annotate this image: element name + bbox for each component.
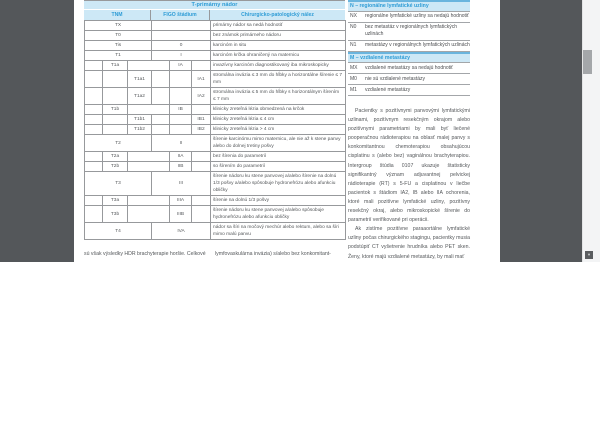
nm-table-row (348, 63, 470, 74)
stage-cell: T3a (103, 196, 128, 206)
spacer-cell (170, 71, 192, 88)
t-table-row (85, 21, 346, 31)
m-table-rows (348, 63, 470, 96)
spacer-cell (152, 71, 170, 88)
t-table-row (85, 152, 346, 162)
n-table-rows (348, 12, 470, 52)
nm-code: N0 (350, 24, 357, 30)
finding-cell: šírenie karcinómu mimo maternicu, ale nie až k stene panvy alebo do dolnej tretiny pošvy (211, 135, 346, 152)
finding-cell: stromálna invázia ≤ 3 mm do hĺbky a horizontálne šírenie ≤ 7 mm (211, 71, 346, 88)
spacer-cell (128, 105, 170, 115)
finding-cell: bez šírenia do parametrií (211, 152, 346, 162)
stage-cell: T2b (103, 162, 128, 172)
m-table-title: M – vzdialené metastázy (348, 52, 470, 64)
finding-cell: so šírením do parametrií (211, 162, 346, 172)
column-header-desc: Chirurgicko-patologický nález (241, 12, 314, 18)
body-paragraphs (348, 107, 470, 262)
stage-cell: IIA (170, 152, 192, 162)
nm-code: N1 (350, 42, 357, 48)
spacer-cell (85, 88, 103, 105)
spacer-cell (85, 162, 103, 172)
finding-cell: primárny nádor sa nedá hodnotiť (211, 21, 346, 31)
finding-cell: bez známok primárneho nádoru (211, 31, 346, 41)
spacer-cell (152, 125, 170, 135)
nm-description: metastázy v regionálnych lymfatických uzlinách (365, 42, 470, 48)
spacer-cell (170, 88, 192, 105)
stage-cell: T1b (103, 105, 128, 115)
nm-table-row (348, 12, 470, 23)
spacer-cell (85, 152, 103, 162)
nm-code: M0 (350, 75, 357, 82)
stage-cell: T1b1 (128, 115, 152, 125)
spacer-cell (152, 115, 170, 125)
spacer-cell (85, 196, 103, 206)
column-header-tnm: TNM (84, 10, 151, 20)
finding-cell: šírenie nádoru ku stene panvovej a/alebo spôsobuje hydronefrózu alebo afunkciu obličky (211, 206, 346, 223)
stage-cell: T1a2 (128, 88, 152, 105)
t-table-grid (84, 20, 346, 240)
spacer-cell (103, 115, 128, 125)
stage-cell: T0 (85, 31, 152, 41)
finding-cell: klinicky zreteľná lézia > 4 cm (211, 125, 346, 135)
nm-code: M1 (350, 86, 357, 93)
stage-cell: I (152, 51, 211, 61)
nm-code: MX (350, 64, 358, 71)
stage-cell: IB (170, 105, 192, 115)
t-table-row (85, 41, 346, 51)
stage-cell: T1b2 (128, 125, 152, 135)
nm-table-row (348, 41, 470, 52)
spacer-cell (85, 61, 103, 71)
spacer-cell (128, 206, 170, 223)
nm-table-row (348, 85, 470, 96)
t-table-row (85, 125, 346, 135)
spacer-cell (152, 88, 170, 105)
t-table-row (85, 31, 346, 41)
spacer-cell (128, 152, 170, 162)
right-column (348, 0, 470, 262)
nm-table-row (348, 74, 470, 85)
spacer-cell (192, 152, 211, 162)
nm-description: vzdialené metastázy sa nedajú hodnotiť (365, 64, 454, 71)
finding-cell: šírenie nádoru ku stene panvovej a/alebo šírenie na dolnú 1/3 pošvy a/alebo spôsobuje hydronefrózu alebo afunkciu obličky (211, 172, 346, 196)
t-table-row (85, 71, 346, 88)
t-table-row (85, 162, 346, 172)
spacer-cell (192, 196, 211, 206)
spacer-cell (103, 71, 128, 88)
scrollbar-track[interactable] (582, 0, 600, 262)
stage-cell: IIB (170, 162, 192, 172)
stage-cell: TX (85, 21, 152, 31)
finding-cell: šírenie na dolnú 1/3 pošvy (211, 196, 346, 206)
spacer-cell (170, 115, 192, 125)
t-table-column-headers (84, 10, 345, 20)
nm-code: NX (350, 13, 357, 19)
stage-cell: T3 (85, 172, 152, 196)
t-table-row (85, 196, 346, 206)
spacer-cell (85, 105, 103, 115)
spacer-cell (85, 115, 103, 125)
t-table-row (85, 51, 346, 61)
paragraph: Pacientky s pozitívnymi panvovými lymfatickými uzlinami, pozitívnym resekčným okrajom alebo pozitívnymi parametriami by mali byť liečené pooperačnou rádioterapiou na oblasť malej panvy s konkomitantnou chemoterapiou obsahujúcou cisplatinu s (alebo bez) vaginálnou brachyterapiou. Intergroup štúdia 0107 ukazuje štatisticky signifikantný význam adjuvantnej pelvickej rádioterapie (RT) s 5-FU a cisplatinou v liečbe pacientok s štádiom IA2, IB alebo IIA ochorenia, ktoré mali pozitívne lymfatické uzliny, pozitívny resekčný okraj, alebo mikroskopické šírenie do parametrií verifikované pri operácii. (348, 108, 470, 224)
stage-cell: IIIB (170, 206, 192, 223)
finding-cell: karcinóm in situ (211, 41, 346, 51)
finding-cell: klinicky zreteľná lézia obmedzená na krčok (211, 105, 346, 115)
finding-cell: klinicky zreteľná lézia ≤ 4 cm (211, 115, 346, 125)
t-table-row (85, 206, 346, 223)
t-table-title: T-primárny nádor (84, 0, 345, 9)
stage-cell: IA1 (192, 71, 211, 88)
stage-cell (152, 31, 211, 41)
stage-cell: Tis (85, 41, 152, 51)
spacer-cell (128, 162, 170, 172)
stage-cell (152, 21, 211, 31)
bottom-text-middle-column: lymfovaskulárna invázia) s/alebo bez konkomitant- (215, 251, 331, 257)
t-table-row (85, 115, 346, 125)
spacer-cell (192, 162, 211, 172)
nm-description: vzdialené metastázy (365, 86, 411, 93)
nm-description: regionálne lymfatické uzliny sa nedajú hodnotiť (365, 13, 469, 19)
finding-cell: stromálna invázia ≤ 5 mm do hĺbky s horizontálnym šírením ≤ 7 mm (211, 88, 346, 105)
scrollbar-thumb[interactable] (583, 50, 592, 74)
stage-cell: III (152, 172, 211, 196)
spacer-cell (103, 88, 128, 105)
t-table-row (85, 105, 346, 115)
t-table-row (85, 172, 346, 196)
spacer-cell (85, 71, 103, 88)
stage-cell: T2a (103, 152, 128, 162)
spacer-cell (192, 61, 211, 71)
nm-description: bez metastáz v regionálnych lymfatických uzlinách (365, 24, 457, 37)
column-header-figo: FIGO štádium (151, 10, 210, 20)
stage-cell: T4 (85, 223, 152, 240)
t-table-row (85, 223, 346, 240)
stage-cell: IVA (152, 223, 211, 240)
spacer-cell (192, 105, 211, 115)
spacer-cell (128, 196, 170, 206)
stage-cell: II (152, 135, 211, 152)
spacer-cell (192, 206, 211, 223)
nm-description: nie sú vzdialené metastázy (365, 75, 426, 82)
bottom-text-left-column: sú však výsledky HDR brachyterapie horšie. Celkové (84, 251, 206, 257)
stage-cell: IA (170, 61, 192, 71)
spacer-cell (103, 125, 128, 135)
finding-cell: karcinóm krčka ohraničený na maternicu (211, 51, 346, 61)
stage-cell: T1a1 (128, 71, 152, 88)
t-table-row (85, 61, 346, 71)
t-table-row (85, 135, 346, 152)
stage-cell: IIIA (170, 196, 192, 206)
nm-table-row (348, 23, 470, 41)
stage-cell: IB1 (192, 115, 211, 125)
scroll-down-button[interactable] (585, 251, 593, 259)
n-table-title: N – regionálne lymfatické uzliny (348, 0, 470, 12)
t-table-row (85, 88, 346, 105)
paragraph: Ak zistíme pozitívne paraaortálne lymfatické uzliny počas chirurgického stagingu, pacientky musia podstúpiť CT vyšetrenie hrudníka alebo PET sken. Ženy, ktoré majú vzdialené metastázy, by mali mať (348, 226, 470, 260)
stage-cell: IB2 (192, 125, 211, 135)
stage-cell: T1 (85, 51, 152, 61)
spacer-cell (170, 125, 192, 135)
t-classification-table (84, 0, 345, 240)
stage-cell: IA2 (192, 88, 211, 105)
stage-cell: T3b (103, 206, 128, 223)
stage-cell: T2 (85, 135, 152, 152)
finding-cell: invazívny karcinóm diagnostikovaný iba mikroskopicky (211, 61, 346, 71)
stage-cell: 0 (152, 41, 211, 51)
chevron-down-icon: ▾ (587, 252, 591, 257)
finding-cell: nádor sa šíri na močový mechúr alebo rektum, alebo sa šíri mimo malú panvu (211, 223, 346, 240)
spacer-cell (128, 61, 170, 71)
spacer-cell (85, 206, 103, 223)
stage-cell: T1a (103, 61, 128, 71)
document-page (74, 0, 500, 262)
spacer-cell (85, 125, 103, 135)
